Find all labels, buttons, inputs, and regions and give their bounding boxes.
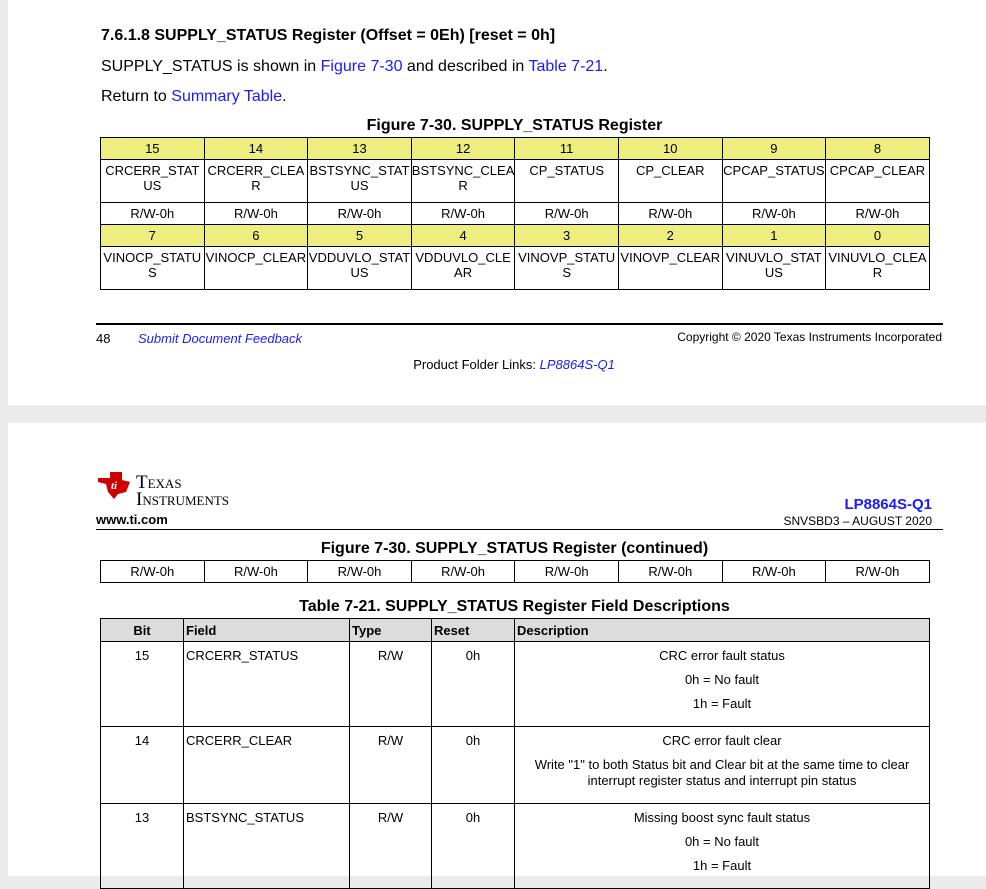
field-descriptions-table [100,618,930,889]
table-header-row [101,619,930,642]
row-bit: 13 [101,804,184,889]
access-6: R/W-0h [204,561,308,583]
part-number-link[interactable]: LP8864S-Q1 [844,496,932,513]
field-vinocp-clear: VINOCP_CLEAR [204,247,308,290]
website-link[interactable]: www.ti.com [96,512,168,527]
product-folder-links [8,357,986,372]
field-vinuvlo-status: VINUVLO_STATUS [722,247,826,290]
access-row-upper [101,203,930,225]
field-vinuvlo-clear: VINUVLO_CLEAR [826,247,930,290]
ti-wordmark-line1: Texas [136,472,182,493]
row-field: BSTSYNC_STATUS [184,804,350,889]
bit-5: 5 [308,225,412,247]
field-vdduvlo-status: VDDUVLO_STATUS [308,247,412,290]
row-field: CRCERR_STATUS [184,642,350,727]
row-description [515,727,930,804]
bit-12: 12 [411,138,515,160]
field-vinovp-clear: VINOVP_CLEAR [618,247,722,290]
header-field: Field [184,619,350,642]
return-text: Return to [101,88,172,105]
header-rule [96,529,943,530]
access-2: R/W-0h [618,561,722,583]
row-reset: 0h [432,727,515,804]
access-4: R/W-0h [411,561,515,583]
return-end: . [282,88,287,105]
bit-0: 0 [826,225,930,247]
submit-feedback-link[interactable]: Submit Document Feedback [138,331,303,346]
access-1: R/W-0h [722,561,826,583]
ti-logo-icon [96,470,132,500]
row-type: R/W [350,727,432,804]
bit-row-lower [101,225,930,247]
row-field: CRCERR_CLEAR [184,727,350,804]
row-bit: 14 [101,727,184,804]
row-description [515,642,930,727]
access-9: R/W-0h [722,203,826,225]
field-vdduvlo-clear: VDDUVLO_CLEAR [411,247,515,290]
intro-text-b: and described in [402,58,529,75]
field-cpcap-status: CPCAP_STATUS [722,160,826,203]
row-reset: 0h [432,804,515,889]
field-crcerr-status: CRCERR_STATUS [101,160,205,203]
intro-text-c: . [603,58,608,75]
access-8: R/W-0h [826,203,930,225]
folder-text: Product Folder Links: [413,357,540,372]
bit-6: 6 [204,225,308,247]
return-paragraph [101,88,287,106]
footer-rule [96,323,943,325]
row-type: R/W [350,804,432,889]
svg-text:ti: ti [111,480,118,492]
desc-line: CRC error fault clear [662,733,782,748]
row-bit: 15 [101,642,184,727]
field-vinovp-status: VINOVP_STATUS [515,247,619,290]
bit-1: 1 [722,225,826,247]
doc-id: SNVSBD3 – AUGUST 2020 [783,514,932,528]
header-reset: Reset [432,619,515,642]
access-12: R/W-0h [411,203,515,225]
access-10: R/W-0h [618,203,722,225]
desc-line: 0h = No fault [684,834,760,849]
field-cp-clear: CP_CLEAR [618,160,722,203]
field-cpcap-clear: CPCAP_CLEAR [826,160,930,203]
ti-wordmark-line2: Instruments [136,489,230,510]
bit-8: 8 [826,138,930,160]
row-reset: 0h [432,642,515,727]
desc-line: CRC error fault status [659,648,785,663]
bit-11: 11 [515,138,619,160]
desc-line: 1h = Fault [692,858,752,873]
desc-line: Missing boost sync fault status [633,810,811,825]
product-folder-link[interactable]: LP8864S-Q1 [539,357,615,372]
ti-wordmark [136,474,229,508]
access-14: R/W-0h [204,203,308,225]
access-15: R/W-0h [101,203,205,225]
document-page-48 [8,0,986,405]
table-title: Table 7-21. SUPPLY_STATUS Register Field Descriptions [299,598,730,615]
page-number: 48 [96,331,111,346]
bit-row-upper [101,138,930,160]
access-5: R/W-0h [308,561,412,583]
row-type: R/W [350,642,432,727]
header-type: Type [350,619,432,642]
desc-line: 1h = Fault [692,696,752,711]
intro-text-a: SUPPLY_STATUS is shown in [101,58,321,75]
summary-table-link[interactable]: Summary Table [171,88,283,105]
field-cp-status: CP_STATUS [515,160,619,203]
table-7-21-link[interactable]: Table 7-21 [528,58,604,75]
access-7: R/W-0h [101,561,205,583]
figure-7-30-link[interactable]: Figure 7-30 [320,58,403,75]
copyright: Copyright © 2020 Texas Instruments Incorporated [677,330,942,344]
access-11: R/W-0h [515,203,619,225]
register-diagram [100,137,930,290]
table-row [101,642,930,727]
bit-4: 4 [411,225,515,247]
register-diagram-continued [100,560,930,583]
bit-2: 2 [618,225,722,247]
intro-paragraph [101,58,608,76]
header-bit: Bit [101,619,184,642]
access-13: R/W-0h [308,203,412,225]
bit-9: 9 [722,138,826,160]
bit-10: 10 [618,138,722,160]
field-row-lower [101,247,930,290]
access-3: R/W-0h [515,561,619,583]
bit-7: 7 [101,225,205,247]
table-row [101,727,930,804]
bit-13: 13 [308,138,412,160]
document-page-49 [8,423,986,876]
field-crcerr-clear: CRCERR_CLEAR [204,160,308,203]
header-description: Description [515,619,930,642]
bit-15: 15 [101,138,205,160]
field-row-upper [101,160,930,203]
figure-continued-title: Figure 7-30. SUPPLY_STATUS Register (continued) [320,540,709,557]
section-title: 7.6.1.8 SUPPLY_STATUS Register (Offset = 0Eh) [reset = 0h] [101,27,556,44]
field-bstsync-clear: BSTSYNC_CLEAR [411,160,515,203]
field-vinocp-status: VINOCP_STATUS [101,247,205,290]
access-row-lower [101,561,930,583]
desc-line: Write "1" to both Status bit and Clear bit at the same time to clear interrupt register status and interrupt pin status [534,757,910,788]
access-0: R/W-0h [826,561,930,583]
bit-3: 3 [515,225,619,247]
figure-title: Figure 7-30. SUPPLY_STATUS Register [366,117,663,134]
field-bstsync-status: BSTSYNC_STATUS [308,160,412,203]
desc-line: 0h = No fault [684,672,760,687]
bit-14: 14 [204,138,308,160]
